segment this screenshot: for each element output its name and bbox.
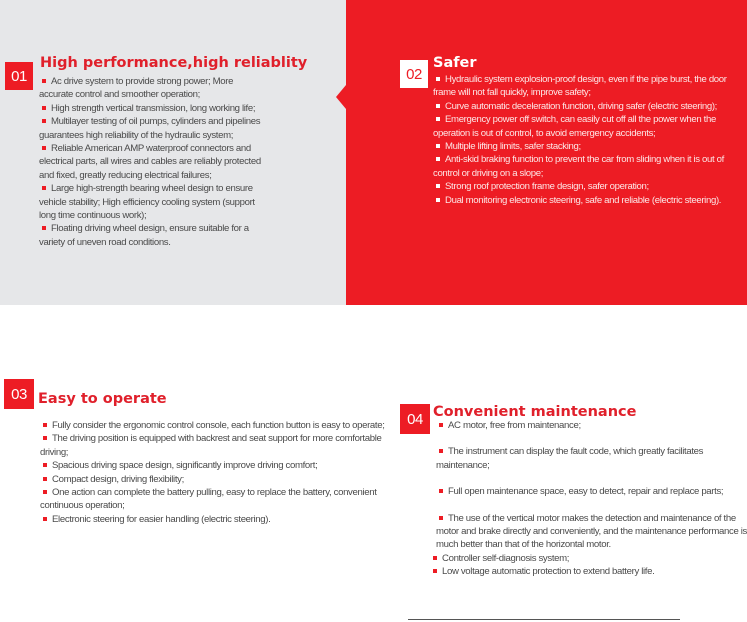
bullet-icon (43, 490, 47, 494)
list-item: Reliable American AMP waterproof connectors and electrical parts, all wires and cables are reliably protected and fixed, greatly reducing electrical failures; (39, 143, 261, 181)
list-item: Emergency power off switch, can easily cut off all the power when the operation is out of control, to avoid emergency accidents; (433, 114, 716, 139)
bullet-icon (43, 463, 47, 467)
list-item: AC motor, free from maintenance; (436, 419, 747, 432)
section-02-number-badge: 02 (400, 60, 428, 88)
list-item: Strong roof protection frame design, safer operation; (433, 180, 747, 193)
bullet-icon (43, 517, 47, 521)
list-item: Hydraulic system explosion-proof design, even if the pipe burst, the door frame will not fall quickly, improve safety; (433, 74, 727, 99)
bullet-icon (439, 516, 443, 520)
list-item: Ac drive system to provide strong power; More accurate control and smoother operation; (39, 76, 234, 101)
list-item: Full open maintenance space, easy to detect, repair and replace parts; (436, 485, 747, 498)
list-item: Large high-strength bearing wheel design to ensure vehicle stability; High efficiency cooling system (support long time continuous work); (39, 183, 255, 222)
section-02-title: Safer (433, 55, 477, 71)
list-item: Anti-skid braking function to prevent the car from sliding when it is out of control or driving on a slope; (433, 154, 724, 179)
list-item: Curve automatic deceleration function, driving safer (electric steering); (433, 100, 747, 113)
bullet-icon (436, 144, 440, 148)
bullet-icon (43, 477, 47, 481)
list-item: Controller self-diagnosis system; (430, 552, 747, 565)
list-item: The use of the vertical motor makes the detection and maintenance of the motor and brake directly and conveniently, and the maintenance performance is much better than that of the horizontal motor. (436, 512, 747, 551)
section-03-list (40, 419, 390, 526)
panel-notch-arrow (336, 85, 346, 109)
list-item: Floating driving wheel design, ensure suitable for a variety of uneven road conditions. (39, 223, 249, 248)
bullet-icon (439, 489, 443, 493)
list-item: Dual monitoring electronic steering, safe and reliable (electric steering). (433, 194, 747, 207)
bullet-icon (436, 184, 440, 188)
list-item: Electronic steering for easier handling (electric steering). (40, 513, 390, 526)
section-02-list (433, 73, 747, 207)
bullet-icon (43, 436, 47, 440)
bullet-icon (433, 569, 437, 573)
bullet-icon (42, 146, 46, 150)
list-item: Compact design, driving flexibility; (40, 473, 390, 486)
bullet-icon (436, 117, 440, 121)
bullet-icon (42, 186, 46, 190)
list-item: One action can complete the battery pulling, easy to replace the battery, convenient continuous operation; (40, 487, 377, 512)
bullet-icon (436, 77, 440, 81)
bullet-icon (433, 556, 437, 560)
bullet-icon (436, 104, 440, 108)
bullet-icon (436, 198, 440, 202)
bullet-icon (43, 423, 47, 427)
list-item: Spacious driving space design, significantly improve driving comfort; (40, 459, 390, 472)
list-item: High strength vertical transmission, long working life; (39, 102, 261, 115)
section-01-number-badge: 01 (5, 62, 33, 90)
bullet-icon (42, 79, 46, 83)
section-04-title: Convenient maintenance (433, 404, 637, 420)
bottom-divider (408, 619, 680, 620)
section-03-number-badge: 03 (4, 379, 34, 409)
list-item: Multilayer testing of oil pumps, cylinders and pipelines guarantees high reliability of the hydraulic system; (39, 116, 261, 141)
section-04-number-badge: 04 (400, 404, 430, 434)
bullet-icon (42, 106, 46, 110)
bullet-icon (439, 423, 443, 427)
bullet-icon (42, 226, 46, 230)
list-item: Multiple lifting limits, safer stacking; (433, 140, 747, 153)
list-item: Low voltage automatic protection to extend battery life. (430, 565, 747, 578)
bullet-icon (439, 449, 443, 453)
section-03-title: Easy to operate (38, 391, 167, 407)
section-01-title: High performance,high reliablity (40, 55, 308, 71)
section-01-list (39, 75, 261, 249)
list-item: The driving position is equipped with backrest and seat support for more comfortable driving; (40, 433, 382, 458)
list-item: Fully consider the ergonomic control console, each function button is easy to operate; (40, 419, 390, 432)
section-04-list (436, 419, 747, 579)
bullet-icon (42, 119, 46, 123)
list-item: The instrument can display the fault code, which greatly facilitates maintenance; (436, 446, 704, 471)
bullet-icon (436, 157, 440, 161)
